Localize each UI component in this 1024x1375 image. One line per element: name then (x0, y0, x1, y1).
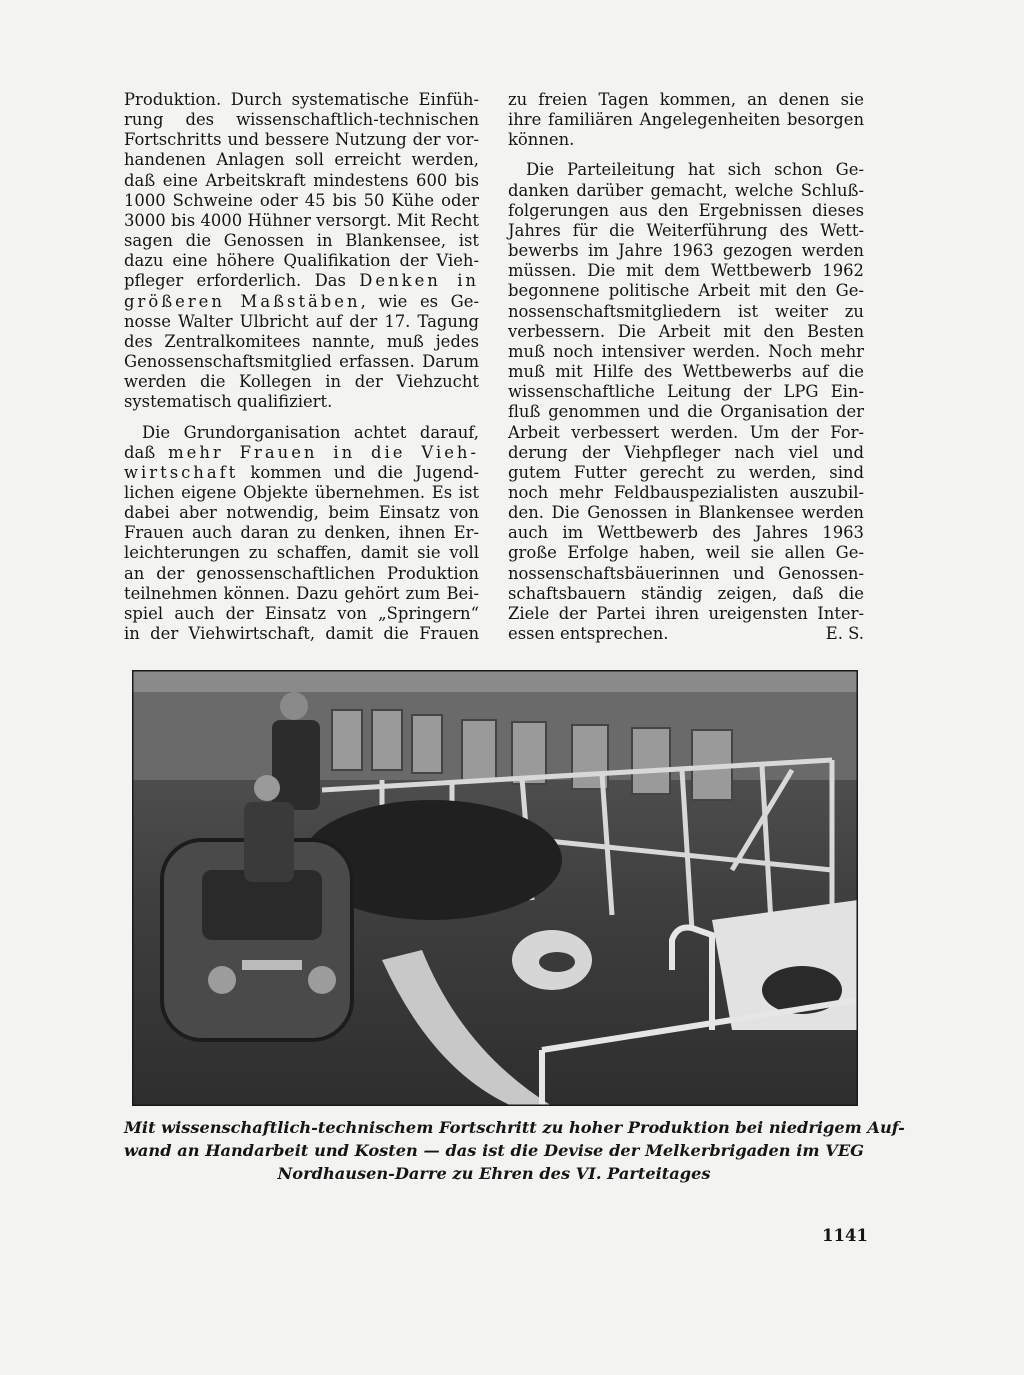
caption-line: Mit wissenschaftlich-technischem Fortschritt zu hoher Produktion bei niedrigem Auf- (124, 1118, 905, 1137)
text-line: Jahres für die Weiterführung des Wett- (508, 220, 864, 240)
spaced-emphasis: mehr Frauen in die Vieh- (168, 442, 479, 462)
right-column (508, 90, 864, 644)
text-line: 3000 bis 4000 Hühner versorgt. Mit Recht (124, 210, 479, 230)
text-line: den. Die Genossen in Blankensee werden (508, 503, 864, 523)
text-line: spiel auch der Einsatz von „Springern“ (124, 603, 479, 623)
text-line: nossenschaftsbäuerinnen und Genossen- (508, 563, 864, 583)
text-line: teilnehmen können. Dazu gehört zum Bei- (124, 583, 479, 603)
caption-line: Nordhausen-Darre zu Ehren des VI. Parteitages (277, 1164, 711, 1183)
text-line: lichen eigene Objekte übernehmen. Es ist (124, 482, 479, 502)
text-line: danken darüber gemacht, welche Schluß- (508, 180, 864, 200)
text-line-spaced: pfleger erforderlich. Das Denken in (124, 271, 479, 291)
text-line: essen entsprechen. (508, 624, 669, 644)
text-line: Produktion. Durch systematische Einfüh- (124, 90, 479, 109)
text-line: können. (508, 130, 575, 150)
text-line: an der genossenschaftlichen Produktion (124, 563, 479, 583)
text-line: Genossenschaftsmitglied erfassen. Darum (124, 352, 479, 372)
caption-line: wand an Handarbeit und Kosten — das ist die Devise der Melkerbrigaden im VEG (124, 1141, 864, 1160)
text-line: Die Parteileitung hat sich schon Ge- (526, 160, 864, 180)
text-line: rung des wissenschaftlich-technischen (124, 110, 479, 130)
text-line: systematisch qualifiziert. (124, 392, 333, 412)
dairy-barn-photo (132, 670, 858, 1106)
text-line: bewerbs im Jahre 1963 gezogen werden (508, 241, 864, 261)
right-paragraph-2 (508, 160, 864, 644)
text-line-spaced: wirtschaft kommen und die Jugend- (124, 462, 479, 482)
text-line: muß mit Hilfe des Wettbewerbs auf die (508, 362, 864, 382)
author-signature: E. S. (825, 624, 864, 644)
text-line: dabei aber notwendig, beim Einsatz von (124, 503, 479, 523)
text-line: muß noch intensiver werden. Noch mehr (508, 341, 864, 361)
left-column (124, 90, 479, 644)
text-line: auch im Wettbewerb des Jahres 1963 (508, 523, 864, 543)
text-line: schaftsbauern ständig zeigen, daß die (508, 583, 864, 603)
text-line: sagen die Genossen in Blankensee, ist (124, 231, 479, 251)
text-line: verbessern. Die Arbeit mit den Besten (508, 321, 864, 341)
text-line: Arbeit verbessert werden. Um der For- (508, 422, 864, 442)
page-number: 1141 (822, 1226, 868, 1245)
text-line-final (508, 624, 864, 644)
spaced-emphasis: wirtschaft (124, 462, 239, 482)
left-paragraph-1 (124, 90, 479, 413)
spaced-emphasis: größeren Maßstäben (124, 291, 361, 311)
text-line: in der Viehwirtschaft, damit die Frauen (124, 624, 479, 644)
right-paragraph-1 (508, 90, 864, 150)
text-line: begonnene politische Arbeit mit den Ge- (508, 281, 864, 301)
text-line-spaced: größeren Maßstäben, wie es Ge- (124, 291, 479, 311)
text-line: des Zentralkomitees nannte, muß jedes (124, 331, 479, 351)
text-line: Frauen auch daran zu denken, ihnen Er- (124, 523, 479, 543)
text-line: nossenschaftsmitgliedern ist weiter zu (508, 301, 864, 321)
text-line: leichterungen zu schaffen, damit sie voll (124, 543, 479, 563)
text-line: werden die Kollegen in der Viehzucht (124, 372, 479, 392)
text-line: müssen. Die mit dem Wettbewerb 1962 (508, 261, 864, 281)
text-line: noch mehr Feldbauspezialisten auszubil- (508, 482, 864, 502)
text-line: folgerungen aus den Ergebnissen dieses (508, 200, 864, 220)
text-line: wissenschaftliche Leitung der LPG Ein- (508, 382, 864, 402)
text-line: daß eine Arbeitskraft mindestens 600 bis (124, 170, 479, 190)
text-line: 1000 Schweine oder 45 bis 50 Kühe oder (124, 190, 479, 210)
text-line: gutem Futter gerecht zu werden, sind (508, 462, 864, 482)
spaced-emphasis: Denken in (359, 271, 479, 291)
text-line: nosse Walter Ulbricht auf der 17. Tagung (124, 311, 479, 331)
text-line: dazu eine höhere Qualifikation der Vieh- (124, 251, 479, 271)
text-line: große Erfolge haben, weil sie allen Ge- (508, 543, 864, 563)
left-paragraph-2 (124, 423, 479, 645)
text-line: fluß genommen und die Organisation der (508, 402, 864, 422)
text-line: Ziele der Partei ihren ureigensten Inter- (508, 603, 864, 623)
text-line: Die Grundorganisation achtet darauf, (142, 422, 479, 442)
text-line: Fortschritts und bessere Nutzung der vor- (124, 130, 479, 150)
text-line: ihre familiären Angelegenheiten besorgen (508, 110, 864, 130)
text-line: handenen Anlagen soll erreicht werden, (124, 150, 479, 170)
text-line: zu freien Tagen kommen, an denen sie (508, 90, 864, 109)
photo-caption (124, 1116, 905, 1185)
text-line-spaced: daß mehr Frauen in die Vieh- (124, 442, 479, 462)
text-line: derung der Viehpfleger nach viel und (508, 442, 864, 462)
photo-illustration (132, 670, 858, 1106)
